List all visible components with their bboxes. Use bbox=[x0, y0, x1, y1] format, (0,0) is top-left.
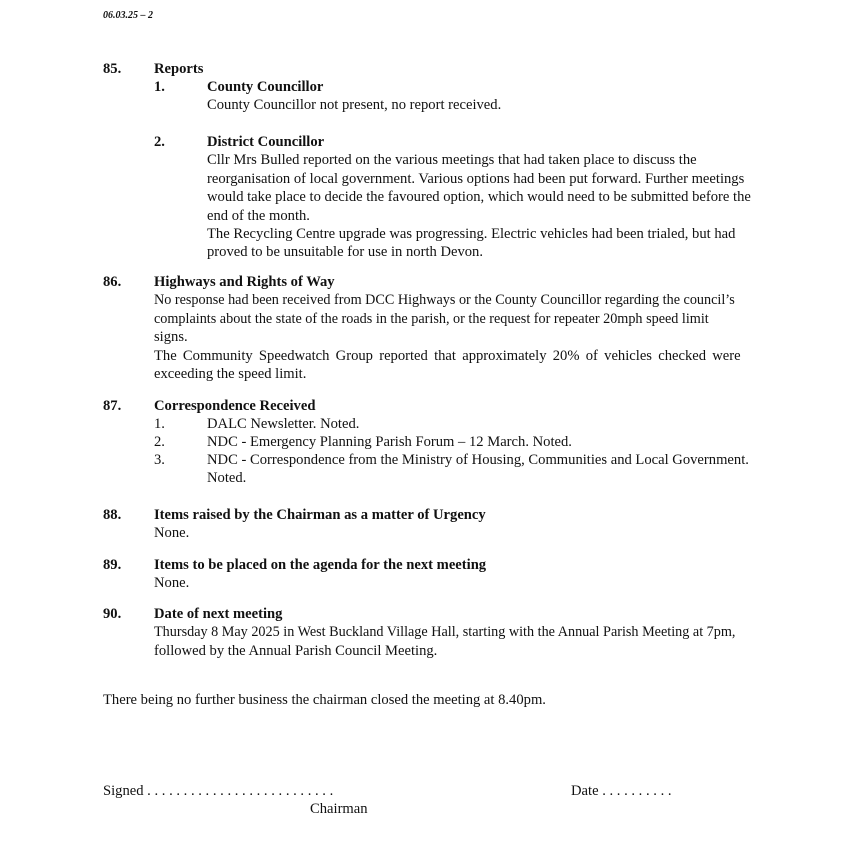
body-line: proved to be unsuitable for use in north Devon. bbox=[207, 244, 484, 261]
item-title: Date of next meeting bbox=[154, 606, 283, 622]
sub-title: County Councillor bbox=[207, 79, 324, 95]
body-line: signs. bbox=[154, 329, 188, 346]
item-content bbox=[154, 556, 812, 593]
item-body: None. bbox=[154, 575, 190, 592]
list-item-continued: Noted. bbox=[207, 470, 247, 486]
body-line: The Community Speedwatch Group reported that approximately 20% of vehicles checked were bbox=[154, 347, 741, 364]
item-content bbox=[154, 605, 814, 660]
list-number: 1. bbox=[154, 416, 165, 432]
body-line: reorganisation of local government. Various options had been put forward. Further meetings bbox=[207, 170, 745, 187]
body-line: The Recycling Centre upgrade was progressing. Electric vehicles had been trialed, but had bbox=[207, 226, 736, 243]
list-item: NDC - Correspondence from the Ministry of Housing, Communities and Local Government. bbox=[207, 452, 749, 468]
body-line: exceeding the speed limit. bbox=[154, 366, 307, 383]
body-line: No response had been received from DCC Highways or the County Councillor regarding the council’s bbox=[154, 292, 735, 309]
body-line: Thursday 8 May 2025 in West Buckland Village Hall, starting with the Annual Parish Meeting at 7pm, bbox=[154, 624, 736, 641]
item-title: Correspondence Received bbox=[154, 398, 316, 414]
sub-number: 2. bbox=[154, 134, 165, 150]
body-line: end of the month. bbox=[207, 207, 310, 224]
item-title: Highways and Rights of Way bbox=[154, 274, 335, 290]
item-number: 87. bbox=[103, 398, 122, 414]
body-line: followed by the Annual Parish Council Meeting. bbox=[154, 642, 438, 659]
body-line: complaints about the state of the roads in the parish, or the request for repeater 20mph speed limit bbox=[154, 310, 709, 327]
page-reference: 06.03.25 – 2 bbox=[103, 10, 153, 21]
signed-line: Signed . . . . . . . . . . . . . . . . . . . . . . . . . . bbox=[103, 783, 334, 799]
item-title: Items to be placed on the agenda for the next meeting bbox=[154, 557, 487, 573]
sub-body: County Councillor not present, no report received. bbox=[207, 97, 502, 114]
item-title: Items raised by the Chairman as a matter of Urgency bbox=[154, 507, 486, 523]
item-number: 85. bbox=[103, 61, 122, 77]
date-line: Date . . . . . . . . . . bbox=[571, 783, 672, 799]
item-content bbox=[154, 273, 812, 383]
body-line: would take place to decide the favoured option, which would need to be submitted before the bbox=[207, 189, 751, 206]
item-body: None. bbox=[154, 525, 190, 542]
item-title: Reports bbox=[154, 61, 204, 77]
closing-statement: There being no further business the chairman closed the meeting at 8.40pm. bbox=[103, 692, 546, 708]
body-line: Cllr Mrs Bulled reported on the various meetings that had taken place to discuss the bbox=[207, 152, 697, 169]
item-number: 89. bbox=[103, 557, 122, 573]
subitem-county-councillor bbox=[207, 78, 812, 115]
sub-number: 1. bbox=[154, 79, 165, 95]
list-number: 2. bbox=[154, 434, 165, 450]
list-number: 3. bbox=[154, 452, 165, 468]
sub-title: District Councillor bbox=[207, 134, 325, 150]
list-item: NDC - Emergency Planning Parish Forum – 12 March. Noted. bbox=[207, 434, 572, 450]
item-content bbox=[154, 506, 812, 543]
item-number: 86. bbox=[103, 274, 122, 290]
item-number: 90. bbox=[103, 606, 122, 622]
subitem-district-councillor bbox=[207, 133, 812, 262]
signatory-role: Chairman bbox=[310, 801, 368, 817]
list-item: DALC Newsletter. Noted. bbox=[207, 416, 360, 432]
item-number: 88. bbox=[103, 507, 122, 523]
